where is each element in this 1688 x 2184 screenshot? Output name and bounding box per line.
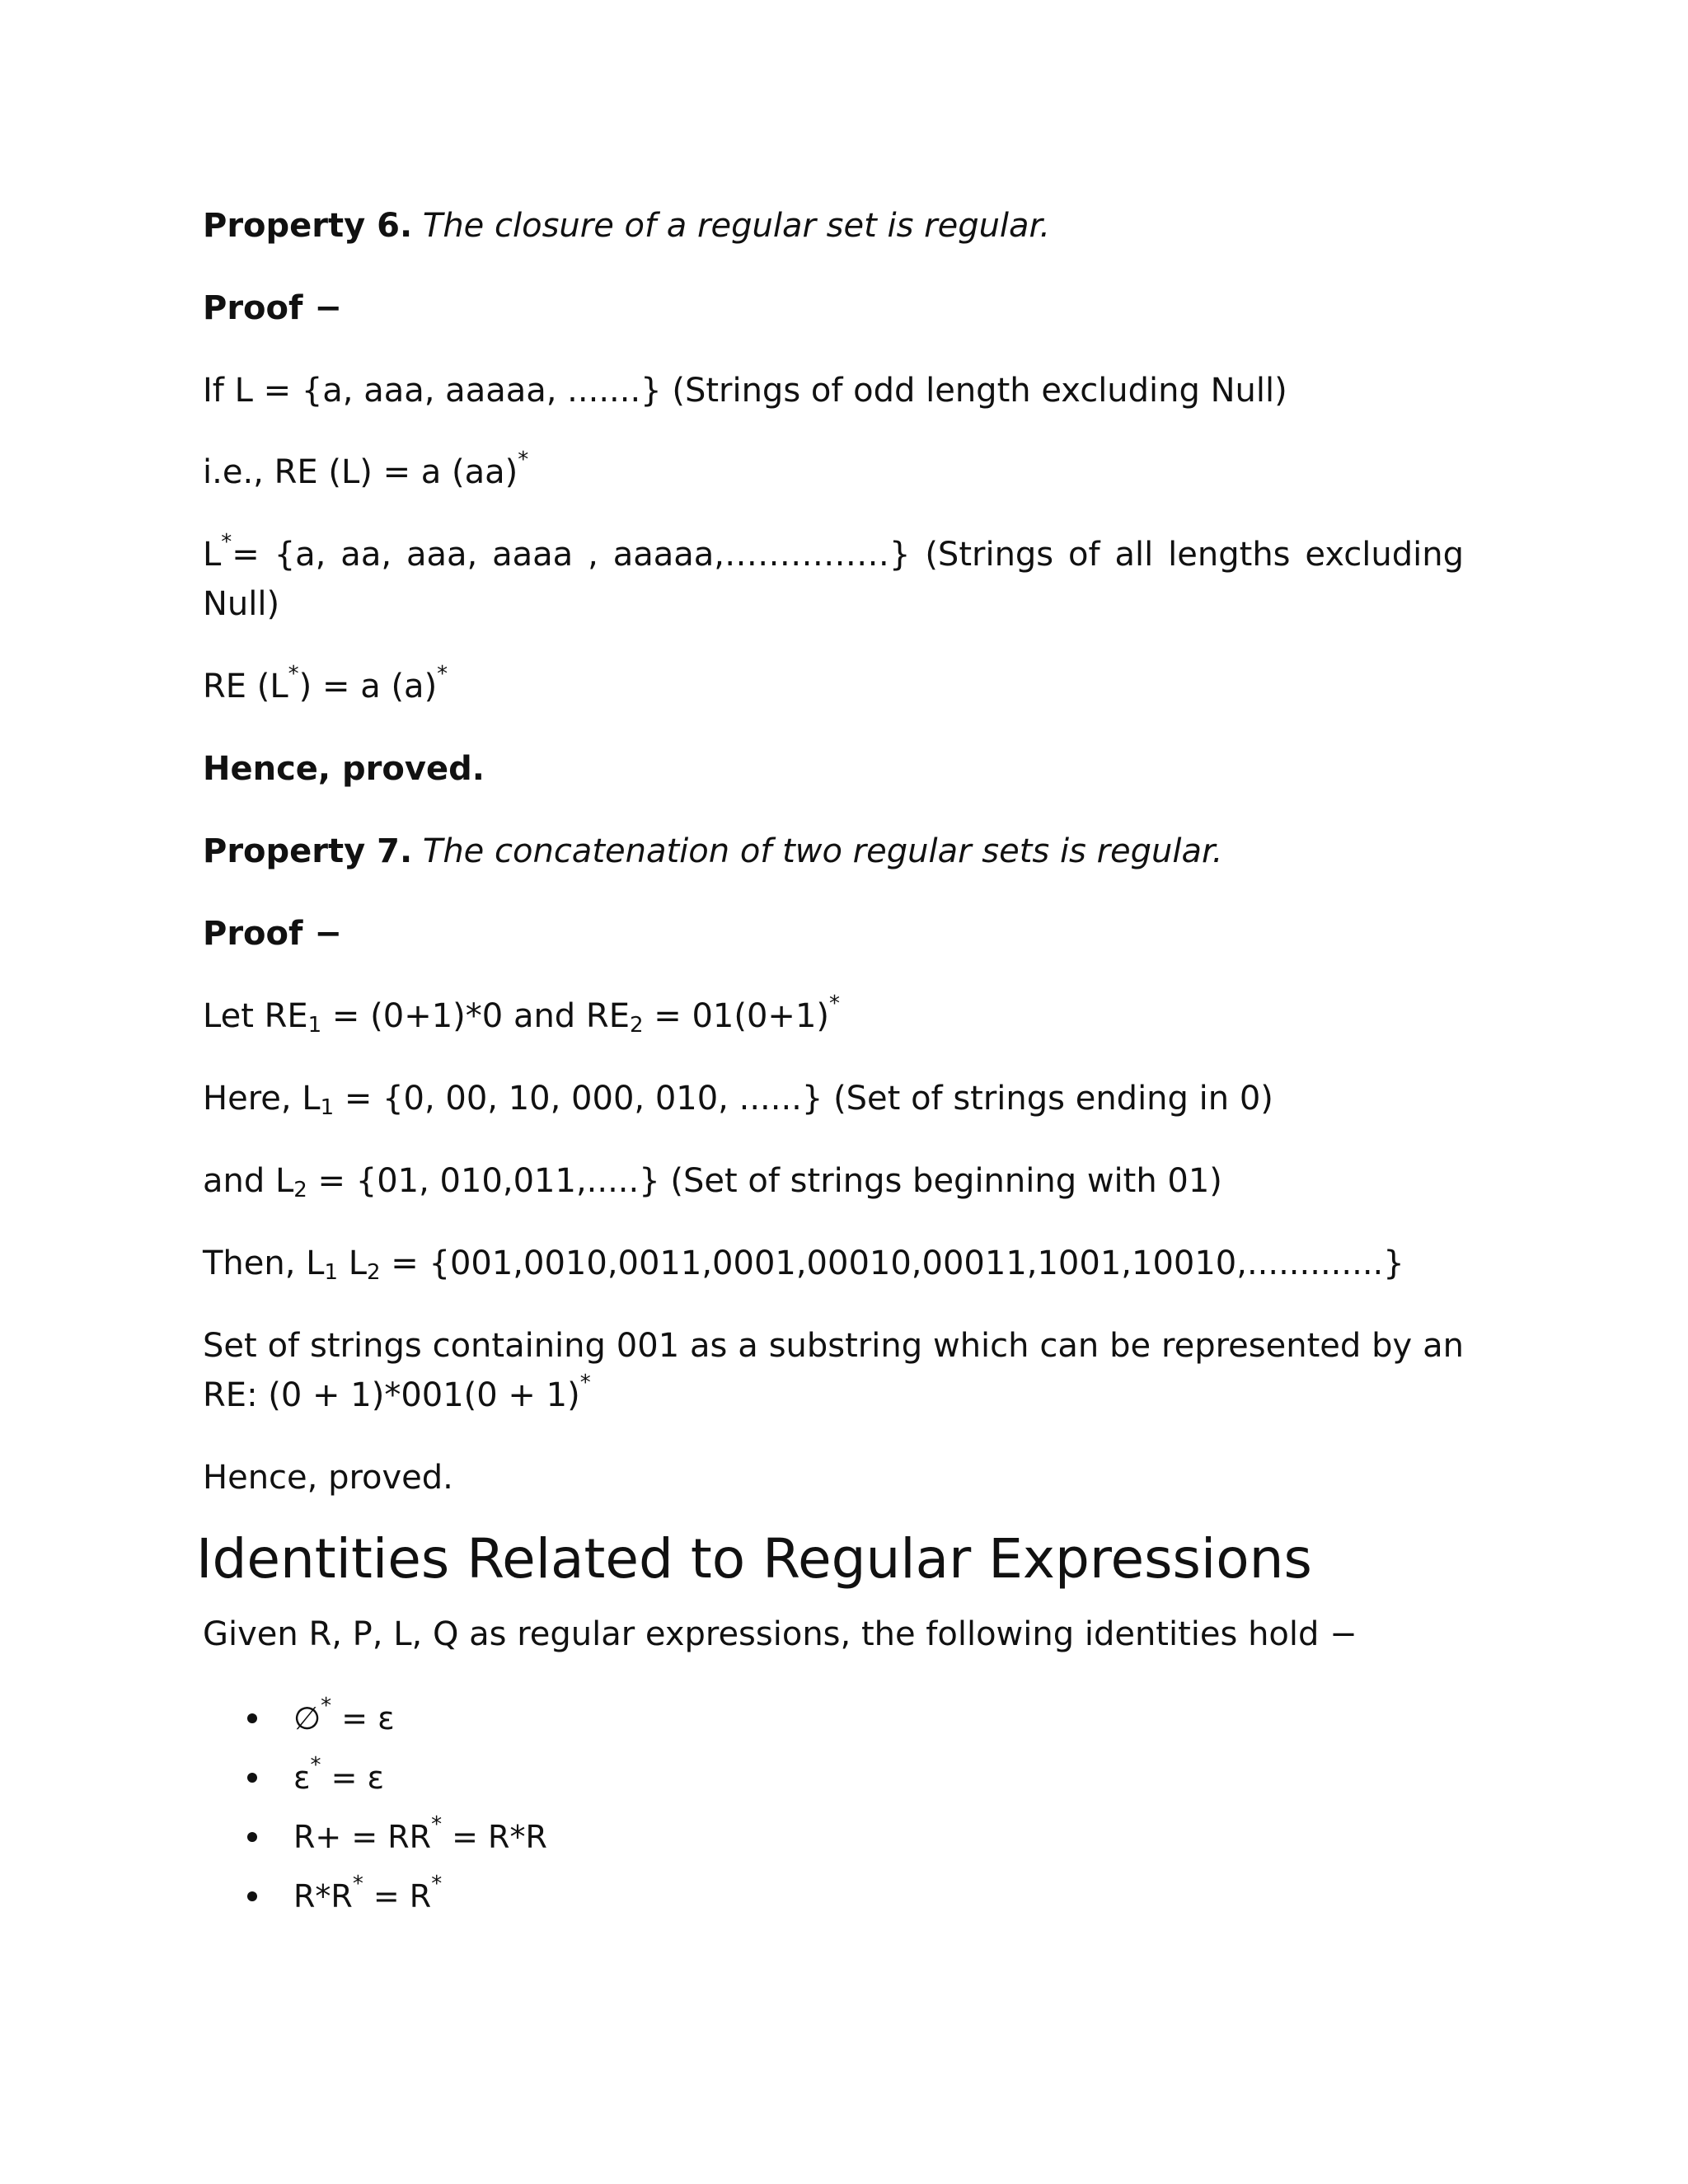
identity-text: = ε [321, 1760, 385, 1796]
re-text: i.e., RE (L) = a (aa) [203, 453, 518, 491]
re-text: ) = a (a) [298, 668, 438, 705]
closure-definition-continued: Null) [203, 585, 280, 623]
bullet-icon [247, 1773, 257, 1783]
re-text: Then, L [203, 1244, 325, 1282]
kleene-star: * [431, 1812, 443, 1837]
conclusion: Hence, proved. [203, 1459, 453, 1497]
re-text: = {001,0010,0011,0001,00010,00011,1001,10010,.............} [380, 1244, 1404, 1282]
kleene-star: * [579, 1371, 591, 1395]
closure-definition [203, 530, 1464, 575]
subscript: 2 [293, 1178, 307, 1202]
bullet-icon [247, 1713, 257, 1723]
proof-label: Proof − [203, 915, 342, 953]
re-text: = 01(0+1) [643, 997, 829, 1035]
identity-text: R*R [293, 1878, 353, 1915]
section-heading: Identities Related to Regular Expressions [196, 1527, 1312, 1591]
re-text: Here, L [203, 1080, 321, 1118]
bullet-icon [247, 1891, 257, 1901]
regular-expressions-definition [203, 991, 840, 1038]
re-text: Let RE [203, 997, 308, 1035]
list-item [293, 1872, 443, 1917]
subscript: 1 [324, 1260, 339, 1285]
kleene-star: * [437, 662, 448, 687]
kleene-star: * [518, 448, 529, 472]
conclusion: Hence, proved. [203, 750, 485, 788]
closure-set-text: = {a, aa, aaa, aaaa , aaaaa,……………} (Strings of all lengths excluding [232, 536, 1464, 574]
identities-intro: Given R, P, L, Q as regular expressions, the following identities hold − [203, 1615, 1357, 1653]
kleene-star: * [288, 662, 299, 687]
identity-text: = R [363, 1878, 432, 1915]
subscript: 2 [629, 1013, 644, 1038]
kleene-star: * [829, 991, 840, 1016]
property-6-title: Property 6. [203, 207, 413, 245]
re-text: and L [203, 1162, 294, 1200]
language-l2-definition [203, 1160, 1222, 1202]
identity-text: R+ = RR [293, 1819, 432, 1855]
property-6-line [203, 205, 1050, 246]
identity-text: ε [293, 1760, 311, 1796]
identity-text: = ε [331, 1700, 395, 1736]
kleene-star: * [431, 1872, 443, 1896]
subscript: 2 [367, 1260, 381, 1285]
bullet-icon [247, 1832, 257, 1842]
property-7-title: Property 7. [203, 832, 413, 870]
re-text: L [338, 1244, 368, 1282]
re-text: = {0, 00, 10, 000, 010, ......} (Set of strings ending in 0) [334, 1080, 1273, 1118]
closure-regular-expression [203, 662, 448, 707]
language-definition: If L = {a, aaa, aaaaa, .......} (Strings of odd length excluding Null) [203, 372, 1287, 410]
property-7-statement: The concatenation of two regular sets is regular. [422, 832, 1223, 870]
substring-regular-expression [203, 1371, 591, 1416]
regular-expression-line [203, 448, 529, 493]
kleene-star: * [221, 530, 232, 555]
list-item [293, 1694, 395, 1739]
property-6-statement: The closure of a regular set is regular. [422, 207, 1051, 245]
re-text: = {01, 010,011,.....} (Set of strings beginning with 01) [307, 1162, 1222, 1200]
list-item [293, 1753, 385, 1798]
list-item [293, 1812, 547, 1858]
re-text: RE: (0 + 1)*001(0 + 1) [203, 1376, 580, 1414]
subscript: 1 [320, 1095, 335, 1120]
property-7-line [203, 831, 1223, 872]
subscript: 1 [307, 1013, 322, 1038]
kleene-star: * [310, 1753, 321, 1778]
language-l1-definition [203, 1078, 1273, 1119]
proof-label: Proof − [203, 289, 342, 327]
identity-text: = R*R [442, 1819, 547, 1855]
concatenation-definition [203, 1243, 1404, 1284]
re-text: = (0+1)*0 and RE [321, 997, 630, 1035]
kleene-star: * [321, 1694, 332, 1718]
identity-text: ∅ [293, 1700, 321, 1736]
substring-explanation: Set of strings containing 001 as a substring which can be represented by an [203, 1327, 1464, 1365]
re-text: RE (L [203, 668, 288, 705]
closure-symbol: L [203, 536, 222, 574]
kleene-star: * [352, 1872, 363, 1896]
